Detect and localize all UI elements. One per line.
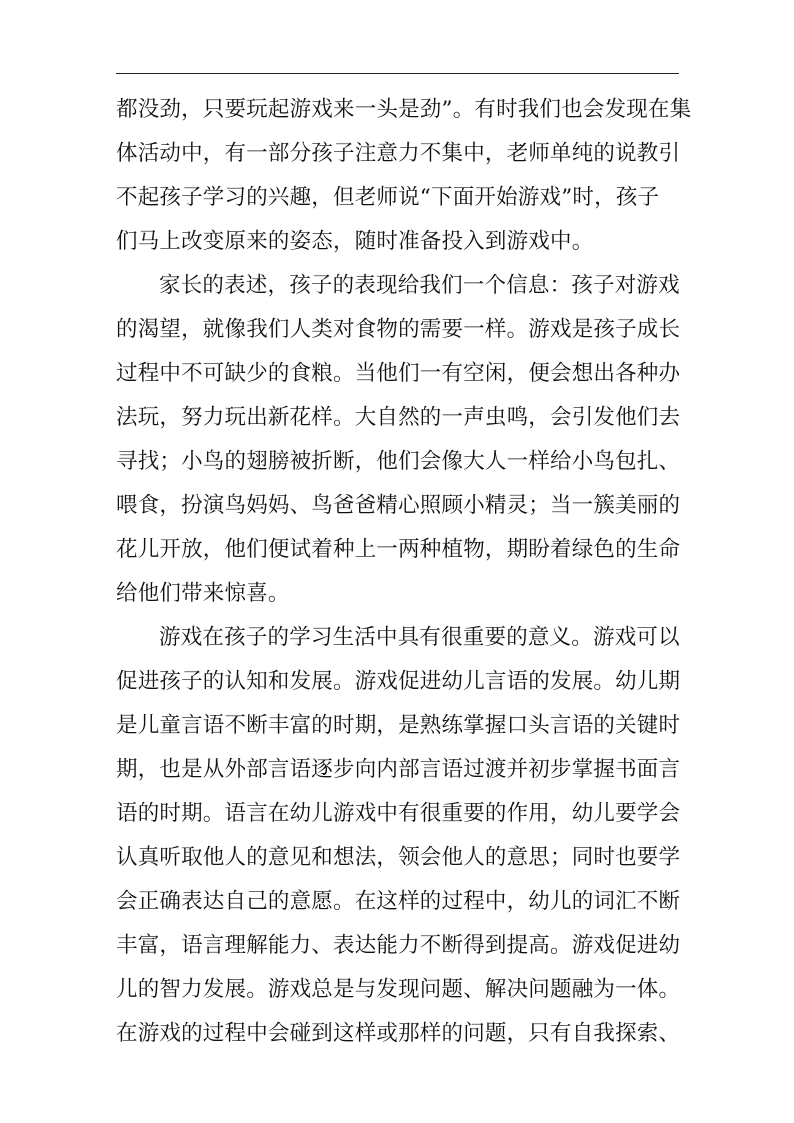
text-line: 在游戏的过程中会碰到这样或那样的问题，只有自我探索、: [116, 1021, 681, 1046]
text-line: 是儿童言语不断丰富的时期，是熟练掌握口头言语的关键时: [116, 713, 681, 738]
text-line: 认真听取他人的意见和想法，领会他人的意思；同时也要学: [116, 845, 681, 870]
text-line: 丰富，语言理解能力、表达能力不断得到提高。游戏促进幼: [116, 933, 681, 958]
header-rule: [116, 73, 679, 74]
text-line: 过程中不可缺少的食粮。当他们一有空闲，便会想出各种办: [116, 361, 681, 386]
text-line: 都没劲，只要玩起游戏来一头是劲”。有时我们也会发现在集: [116, 97, 692, 122]
text-line: 体活动中，有一部分孩子注意力不集中，老师单纯的说教引: [116, 141, 681, 166]
text-line: 喂食，扮演鸟妈妈、鸟爸爸精心照顾小精灵；当一簇美丽的: [116, 493, 681, 518]
text-line: 会正确表达自己的意愿。在这样的过程中，幼儿的词汇不断: [116, 889, 681, 914]
text-line: 给他们带来惊喜。: [116, 581, 290, 606]
text-line: 寻找；小鸟的翅膀被折断，他们会像大人一样给小鸟包扎、: [116, 449, 681, 474]
text-line: 家长的表述，孩子的表现给我们一个信息：孩子对游戏: [159, 273, 680, 298]
text-line: 促进孩子的认知和发展。游戏促进幼儿言语的发展。幼儿期: [116, 669, 681, 694]
text-line: 的渴望，就像我们人类对食物的需要一样。游戏是孩子成长: [116, 317, 681, 342]
text-line: 游戏在孩子的学习生活中具有很重要的意义。游戏可以: [159, 625, 680, 650]
text-line: 花儿开放，他们便试着种上一两种植物，期盼着绿色的生命: [116, 537, 681, 562]
text-line: 们马上改变原来的姿态，随时准备投入到游戏中。: [116, 229, 594, 254]
text-line: 儿的智力发展。游戏总是与发现问题、解决问题融为一体。: [116, 977, 681, 1002]
text-line: 不起孩子学习的兴趣，但老师说“下面开始游戏”时，孩子: [116, 185, 660, 210]
paragraph-3: [116, 616, 686, 1056]
body-text: [116, 88, 692, 1056]
text-line: 期，也是从外部言语逐步向内部言语过渡并初步掌握书面言: [116, 757, 681, 782]
text-line: 语的时期。语言在幼儿游戏中有很重要的作用，幼儿要学会: [116, 801, 681, 826]
text-line: 法玩，努力玩出新花样。大自然的一声虫鸣，会引发他们去: [116, 405, 681, 430]
paragraph-2: [116, 264, 686, 616]
paragraph-1: [116, 88, 692, 264]
